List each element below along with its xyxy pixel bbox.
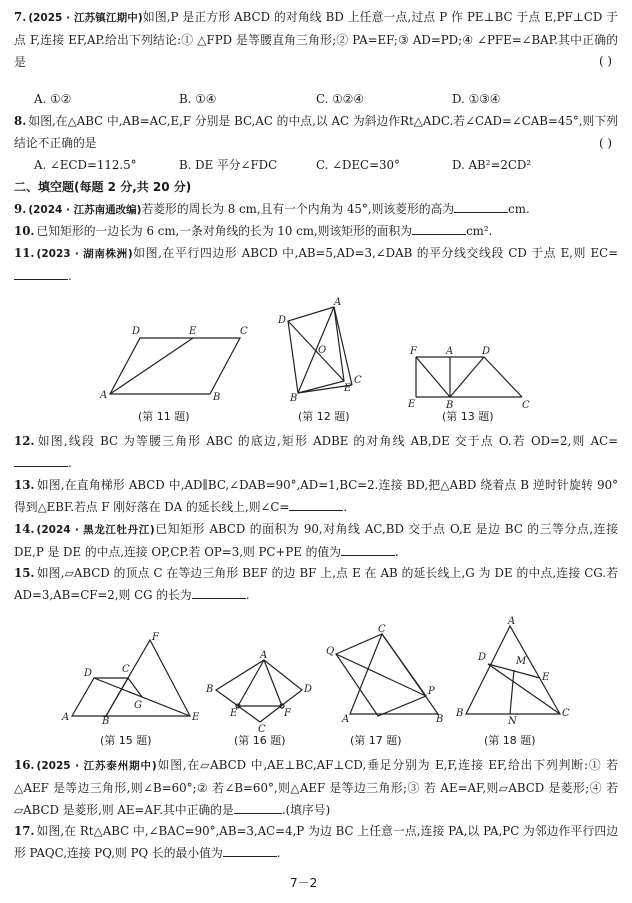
figure-12-svg [278, 297, 368, 404]
question-text: 已知矩形 ABCD 的面积为 90,对角线 AC,BD 交于点 O,E 是边 BC 的三等分点,连接 DE,P 是 DE 的中点,连接 OP,CP.若 OP=3,则 PC+PE 的值为 [14, 522, 618, 559]
label-q: Q [326, 646, 335, 657]
caption-figure-17: (第 17 题) [350, 734, 402, 747]
option-a: A. ①② [34, 92, 72, 106]
question-number: 9. [14, 202, 27, 216]
question-text: 如图,在▱ABCD 中,AE⊥BC,AF⊥CD,垂足分别为 E,F,连接 EF,给出下列判断:① 若△AEF 是等边三角形,则∠B=60°;② 若∠B=60°,则△AEF 是等边三角形;③ 若 AE=AF,则▱ABCD 是菱形;④ 若▱ABCD 是菱形,则 AE=AF.其中正确的是 [14, 758, 618, 817]
label-d: D [478, 652, 487, 663]
option-d: D. ①③④ [452, 92, 501, 106]
segment-bd [450, 357, 484, 397]
label-e: E [230, 708, 238, 719]
figure-18 [452, 616, 572, 730]
question-number: 10. [14, 224, 35, 238]
triangle-abc [350, 634, 438, 714]
label-a: A [342, 714, 350, 725]
caption-figure-18: (第 18 题) [484, 734, 536, 747]
label-b: B [446, 400, 454, 411]
label-b: B [213, 392, 221, 403]
label-e: E [344, 383, 352, 394]
label-a: A [334, 297, 342, 308]
triangle-abc [466, 626, 560, 714]
diagonal-de [288, 321, 344, 381]
label-d: D [304, 684, 313, 695]
question-end: . [68, 269, 72, 283]
figure-17 [324, 624, 444, 728]
label-e: E [192, 712, 200, 723]
label-a: A [100, 390, 108, 401]
option-a: A. ∠ECD=112.5° [34, 158, 137, 172]
answer-blank[interactable] [14, 454, 68, 467]
label-e: E [408, 399, 416, 410]
question-14 [14, 518, 618, 563]
label-c: C [562, 708, 570, 719]
figure-17-svg [324, 624, 444, 724]
question-source: (2024 · 黑龙江牡丹江) [36, 524, 155, 536]
answer-blank[interactable] [341, 543, 395, 556]
segment-pq [336, 654, 426, 696]
segment-fb [416, 357, 450, 397]
option-c: C. ①②④ [316, 92, 364, 106]
question-7 [14, 6, 618, 73]
label-c: C [354, 375, 362, 386]
figure-12 [278, 297, 368, 407]
question-15 [14, 562, 618, 606]
figure-11-svg [100, 318, 260, 403]
label-c: C [522, 400, 530, 411]
caption-figure-15: (第 15 题) [100, 734, 152, 747]
question-text: 如图,在 Rt△ABC 中,∠BAC=90°,AB=3,AC=4,P 为边 BC 上任意一点,连接 PA,以 PA,PC 为邻边作平行四边形 PAQC,连接 PQ,则 PQ 长的最小值为 [14, 824, 618, 860]
figure-13 [406, 345, 536, 414]
answer-parentheses: ( ) [599, 136, 612, 150]
label-d: D [132, 326, 141, 337]
label-g: G [134, 700, 142, 711]
question-16 [14, 754, 618, 821]
question-text: 如图,线段 BC 为等腰三角形 ABC 的底边,矩形 ADBE 的对角线 AB,DE 交于点 O.若 OD=2,则 AC= [36, 434, 618, 448]
label-c: C [258, 724, 266, 735]
question-text: 如图,在△ABC 中,AB=AC,E,F 分别是 BC,AC 的中点,以 AC 为斜边作Rt△ADC.若∠CAD=∠CAB=45°,则下列结论不正确的是 [14, 114, 618, 150]
label-a: A [260, 650, 268, 661]
question-text: 若菱形的周长为 8 cm,且有一个内角为 45°,则该菱形的高为 [141, 202, 455, 216]
answer-blank[interactable] [234, 801, 282, 814]
question-number: 11. [14, 246, 35, 260]
question-source: (2023 · 湖南株洲) [36, 248, 133, 260]
caption-figure-12: (第 12 题) [298, 410, 350, 423]
answer-blank[interactable] [412, 222, 466, 235]
altitude-ae [238, 660, 264, 706]
label-f: F [284, 708, 291, 719]
question-number: 8. [14, 114, 27, 128]
question-end: . [276, 846, 281, 860]
question-end: . [245, 588, 250, 602]
question-10 [14, 220, 618, 242]
caption-figure-13: (第 13 题) [442, 410, 494, 423]
label-a: A [446, 346, 454, 357]
label-m: M [516, 656, 527, 667]
question-13 [14, 474, 618, 518]
segment-dc [484, 357, 522, 397]
figure-15 [62, 632, 202, 728]
label-f: F [152, 632, 159, 643]
question-source: (2024 · 江苏南通改编) [28, 204, 142, 216]
question-text: 已知矩形的一边长为 6 cm,一条对角线的长为 10 cm,则该矩形的面积为 [36, 224, 413, 238]
answer-blank[interactable] [289, 498, 343, 511]
label-a: A [508, 616, 516, 627]
question-17 [14, 820, 618, 864]
question-unit: cm. [508, 202, 530, 216]
label-d: D [84, 668, 93, 679]
label-p: P [428, 686, 435, 697]
question-end: . [68, 456, 72, 470]
question-11 [14, 242, 618, 287]
label-d: D [278, 315, 287, 326]
answer-blank[interactable] [454, 200, 508, 213]
question-12 [14, 430, 618, 474]
question-number: 16. [14, 758, 35, 772]
question-text: 如图,P 是正方形 ABCD 的对角线 BD 上任意一点,过点 P 作 PE⊥BC 于点 E,PF⊥CD 于点 F,连接 EF,AP.给出下列结论:① △FPD 是等腰直角三角形;② PA=EF;③ AD=PD;④ ∠PFE=∠BAP.其中正确的是 [14, 10, 619, 69]
question-number: 14. [14, 522, 35, 536]
page-number: 7－2 [290, 876, 318, 890]
label-c: C [240, 326, 248, 337]
parallelogram-abcd [72, 678, 128, 716]
question-end: . [343, 500, 348, 514]
question-source: (2025 · 江苏镇江期中) [28, 12, 143, 24]
figure-18-svg [452, 616, 572, 726]
label-b: B [206, 684, 214, 695]
figure-11 [100, 318, 260, 404]
label-o: O [318, 345, 327, 356]
figure-16-svg [206, 650, 313, 735]
answer-parentheses: ( ) [599, 54, 612, 68]
option-b: B. DE 平分∠FDC [179, 158, 278, 172]
caption-figure-16: (第 16 题) [234, 734, 286, 747]
label-e: E [189, 326, 197, 337]
question-number: 17. [14, 824, 35, 838]
parallelogram-abcd [110, 338, 240, 394]
angle-bisector-ae [110, 338, 193, 394]
question-9 [14, 198, 618, 221]
question-end: .(填序号) [281, 803, 331, 817]
question-text: 如图,▱ABCD 的顶点 C 在等边三角形 BEF 的边 BF 上,点 E 在 AB 的延长线上,G 为 DE 的中点,连接 CG.若 AD=3,AB=CF=2,则 CG 的长为 [14, 566, 618, 602]
question-end: . [395, 545, 399, 559]
answer-blank[interactable] [14, 267, 68, 280]
label-c: C [122, 664, 130, 675]
segment-mn [510, 670, 514, 714]
label-c: C [378, 624, 386, 635]
label-b: B [102, 716, 110, 727]
caption-figure-11: (第 11 题) [138, 410, 190, 423]
label-a: A [62, 712, 70, 723]
answer-blank[interactable] [223, 844, 277, 857]
label-b: B [436, 714, 444, 725]
diagonal-ab [298, 307, 334, 393]
label-f: F [410, 346, 417, 357]
question-8 [14, 110, 618, 154]
label-e: E [542, 672, 550, 683]
question-number: 12. [14, 434, 35, 448]
question-unit: cm². [466, 224, 493, 238]
question-text: 如图,在直角梯形 ABCD 中,AD∥BC,∠DAB=90°,AD=1,BC=2.连接 BD,把△ABD 绕着点 B 逆时针旋转 90°得到△EBF.若点 F 刚好落在 DA 的延长线上,则∠C= [14, 478, 618, 514]
question-text: 如图,在平行四边形 ABCD 中,AB=5,AD=3,∠DAB 的平分线交线段 CD 于点 E,则 EC= [132, 246, 618, 260]
figure-13-svg [406, 345, 536, 410]
question-number: 7. [14, 10, 27, 24]
option-c: C. ∠DEC=30° [316, 158, 400, 172]
label-d: D [482, 346, 491, 357]
label-b: B [456, 708, 464, 719]
section-heading: 二、填空题(每题 2 分,共 20 分) [14, 180, 192, 194]
question-source: (2025 · 江苏泰州期中) [36, 760, 157, 772]
option-b: B. ①④ [179, 92, 217, 106]
question-number: 13. [14, 478, 35, 492]
label-b: B [290, 393, 298, 404]
question-number: 15. [14, 566, 35, 580]
label-n: N [508, 716, 517, 727]
option-d: D. AB²=2CD² [452, 158, 532, 172]
answer-blank[interactable] [192, 586, 246, 599]
figure-15-svg [62, 632, 202, 727]
figure-16 [206, 650, 313, 736]
